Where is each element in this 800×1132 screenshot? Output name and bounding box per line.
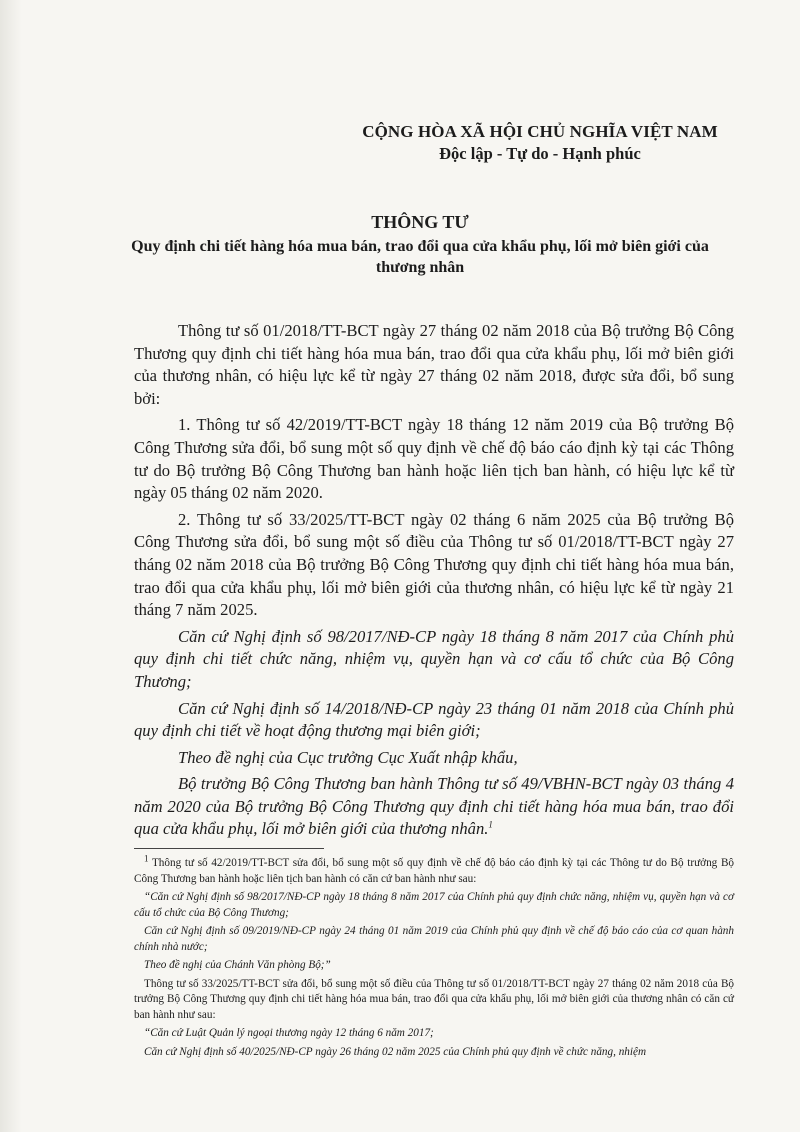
footnote-1-quote-3: Theo đề nghị của Chánh Văn phòng Bộ;” bbox=[144, 959, 331, 971]
footnote-2: Thông tư số 33/2025/TT-BCT sửa đổi, bổ sung một số điều của Thông tư số 01/2018/TT-BCT ngày 27 tháng 02 năm 2018 của Bộ trưởng Bộ Công Thương quy định chi tiết hàng hóa mua bán, trao đổi qua cửa khẩu phụ, lối mở biên giới của thương nhân có căn cứ ban hành như sau: bbox=[134, 977, 734, 1021]
national-header bbox=[330, 122, 750, 164]
footnotes bbox=[134, 853, 734, 1063]
footnote-2-quote-2: Căn cứ Nghị định số 40/2025/NĐ-CP ngày 26 tháng 02 năm 2025 của Chính phủ quy định về chức năng, nhiệm bbox=[144, 1045, 647, 1058]
footnote-divider bbox=[134, 848, 324, 849]
document-subject: Quy định chi tiết hàng hóa mua bán, trao đổi qua cửa khẩu phụ, lối mở biên giới của thương nhân bbox=[131, 238, 709, 276]
legal-basis-2: Căn cứ Nghị định số 14/2018/NĐ-CP ngày 23 tháng 01 năm 2018 của Chính phủ quy định chi tiết về hoạt động thương mại biên giới; bbox=[134, 698, 734, 741]
document-type: THÔNG TƯ bbox=[371, 212, 469, 232]
proposal-line: Theo đề nghị của Cục trưởng Cục Xuất nhập khẩu, bbox=[178, 747, 518, 767]
footnote-1 bbox=[134, 853, 734, 887]
issuance-text: Bộ trưởng Bộ Công Thương ban hành Thông tư số 49/VBHN-BCT ngày 03 tháng 4 năm 2020 của Bộ trưởng Bộ Công Thương quy định chi tiết hàng hóa mua bán, trao đổi qua cửa khẩu phụ, lối mở biên giới của thương nhân. bbox=[134, 774, 734, 839]
footnote-1-text: Thông tư số 42/2019/TT-BCT sửa đổi, bổ sung một số quy định về chế độ báo cáo định kỳ tại các Thông tư do Bộ trưởng Bộ Công Thương ban hành hoặc liên tịch ban hành có căn cứ ban hành như sau: bbox=[134, 857, 734, 885]
scan-edge-shadow bbox=[0, 0, 22, 1132]
national-motto: Độc lập - Tự do - Hạnh phúc bbox=[439, 144, 641, 163]
footnote-1-quote-2: Căn cứ Nghị định số 09/2019/NĐ-CP ngày 24 tháng 01 năm 2019 của Chính phủ quy định về chế độ báo cáo của cơ quan hành chính nhà nước; bbox=[134, 925, 734, 953]
amendment-1: 1. Thông tư số 42/2019/TT-BCT ngày 18 tháng 12 năm 2019 của Bộ trưởng Bộ Công Thương sửa đổi, bổ sung một số quy định về chế độ báo cáo định kỳ tại các Thông tư do Bộ trưởng Bộ Công Thương ban hành hoặc liên tịch ban hành, có hiệu lực kể từ ngày 05 tháng 02 năm 2020. bbox=[134, 415, 734, 503]
footnote-1-quote-1: “Căn cứ Nghị định số 98/2017/NĐ-CP ngày 18 tháng 8 năm 2017 của Chính phủ quy định chức năng, nhiệm vụ, quyền hạn và cơ cấu tổ chức của Bộ Công Thương; bbox=[134, 891, 734, 919]
intro-paragraph: Thông tư số 01/2018/TT-BCT ngày 27 tháng 02 năm 2018 của Bộ trưởng Bộ Công Thương quy định chi tiết hàng hóa mua bán, trao đổi qua cửa khẩu phụ, lối mở biên giới của thương nhân, có hiệu lực kể từ ngày 27 tháng 02 năm 2018, được sửa đổi, bổ sung bởi: bbox=[134, 321, 734, 408]
document-title-block bbox=[100, 212, 740, 278]
amendment-2: 2. Thông tư số 33/2025/TT-BCT ngày 02 tháng 6 năm 2025 của Bộ trưởng Bộ Công Thương sửa đổi, bổ sung một số điều của Thông tư số 01/2018/TT-BCT ngày 27 tháng 02 năm 2018 của Bộ trưởng Bộ Công Thương quy định chi tiết hàng hóa mua bán, trao đổi qua cửa khẩu phụ, lối mở biên giới của thương nhân, có hiệu lực kể từ ngày 21 tháng 7 năm 2025. bbox=[134, 509, 734, 620]
footnote-2-quote-1: “Căn cứ Luật Quản lý ngoại thương ngày 12 tháng 6 năm 2017; bbox=[144, 1027, 434, 1039]
footnote-ref-1: 1 bbox=[488, 819, 493, 830]
issuance-statement bbox=[134, 773, 734, 841]
document-body bbox=[134, 320, 734, 845]
legal-basis-1: Căn cứ Nghị định số 98/2017/NĐ-CP ngày 18 tháng 8 năm 2017 của Chính phủ quy định chi tiết chức năng, nhiệm vụ, quyền hạn và cơ cấu tổ chức của Bộ Công Thương; bbox=[134, 626, 734, 691]
footnote-1-mark: 1 bbox=[144, 853, 149, 864]
nation-name: CỘNG HÒA XÃ HỘI CHỦ NGHĨA VIỆT NAM bbox=[362, 122, 718, 141]
